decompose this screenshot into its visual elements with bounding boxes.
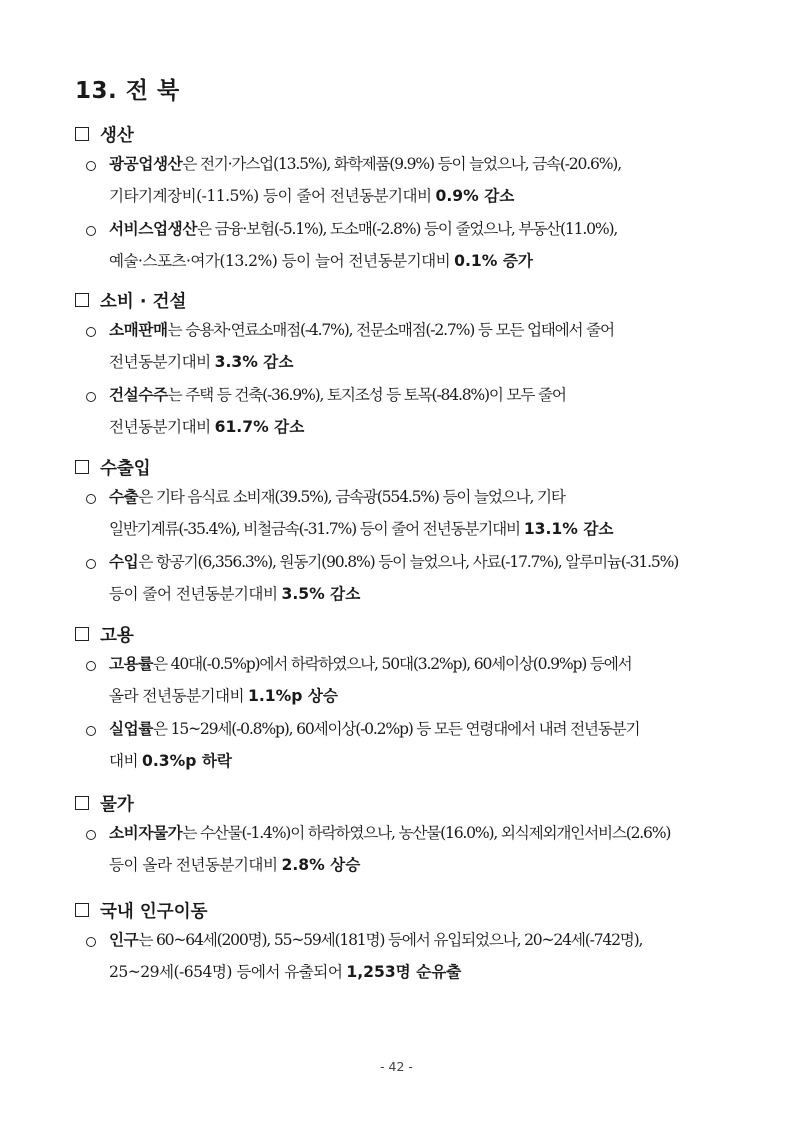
item-line-1 [109,547,733,579]
item-result: 61.7% 감소 [214,417,305,436]
item-line-2 [109,246,733,278]
item-text: 는 수산물(-1.4%)이 하락하였으나, 농산물(16.0%), 외식제외개인서비스(2.6%) [182,824,671,842]
item-text: 25~29세(-654명) 등에서 유출되어 [109,962,343,981]
item-text: 기타기계장비(-11.5%) 등이 줄어 전년동분기대비 [109,186,432,205]
item-line-2 [109,347,733,379]
item-keyword: 고용률 [109,655,153,673]
item-line-2 [109,746,733,778]
item-line-2 [109,579,733,611]
item-text: 은 금융·보험(-5.1%), 도소매(-2.8%) 등이 줄었으나, 부동산(11.0%), [196,220,618,238]
section-heading-label: 수출입 [100,458,151,479]
item-line-1 [109,818,733,850]
item-text: 전년동분기대비 [109,417,211,436]
item-line-1 [109,649,733,681]
section-heading-label: 국내 인구이동 [100,901,208,922]
circle-bullet-icon [86,161,96,171]
item-text: 등이 줄어 전년동분기대비 [109,584,278,603]
list-item [75,714,733,777]
item-line-2 [109,850,733,882]
section-heading-label: 고용 [100,625,134,646]
item-line-1 [109,482,733,514]
item-line-2 [109,681,733,713]
section-heading-label: 물가 [100,794,134,815]
item-result: 0.3%p 하락 [142,751,232,770]
section-employment [75,621,733,777]
section-consumption-construction [75,287,733,443]
checkbox-square-icon [75,293,89,307]
item-keyword: 수입 [109,553,139,571]
item-line-2 [109,412,733,444]
list-item [75,649,733,712]
checkbox-square-icon [75,460,89,474]
item-text: 은 15~29세(-0.8%p), 60세이상(-0.2%p) 등 모든 연령대에서 내려 전년동분기 [153,720,640,738]
item-keyword: 서비스업생산 [109,220,197,238]
item-result: 1.1%p 상승 [248,686,338,705]
page-title: 13. 전 북 [75,78,180,104]
item-result: 0.9% 감소 [435,186,515,205]
item-text: 는 주택 등 건축(-36.9%), 토지조성 등 토목(-84.8%)이 모두 줄어 [167,386,566,404]
circle-bullet-icon [86,661,96,671]
item-keyword: 건설수주 [109,386,168,404]
checkbox-square-icon [75,627,89,641]
list-item [75,315,733,378]
checkbox-square-icon [75,127,89,141]
item-text: 올라 전년동분기대비 [109,686,245,705]
circle-bullet-icon [86,937,96,947]
item-line-2 [109,181,733,213]
item-result: 1,253명 순유출 [346,962,462,981]
section-heading-label: 생산 [100,125,134,146]
item-text: 는 승용차·연료소매점(-4.7%), 전문소매점(-2.7%) 등 모든 업태에서 줄어 [167,321,614,339]
item-text: 등이 올라 전년동분기대비 [109,855,278,874]
circle-bullet-icon [86,327,96,337]
list-item [75,380,733,443]
item-keyword: 실업률 [109,720,153,738]
item-text: 일반기계류(-35.4%), 비철금속(-31.7%) 등이 줄어 전년동분기대비 [109,519,520,538]
item-keyword: 소비자물가 [109,824,183,842]
item-result: 0.1% 증가 [454,251,533,270]
item-line-1 [109,380,733,412]
page-number: - 42 - [380,1059,413,1074]
item-line-1 [109,925,733,957]
item-line-1 [109,714,733,746]
section-heading [75,121,733,147]
item-text: 은 기타 음식료 소비재(39.5%), 금속광(554.5%) 등이 늘었으나, 기타 [138,488,565,506]
item-text: 은 항공기(6,356.3%), 원동기(90.8%) 등이 늘었으나, 사료(-17.7%), 알루미늄(-31.5%) [138,553,679,571]
section-heading [75,897,733,923]
circle-bullet-icon [86,726,96,736]
item-line-1 [109,214,733,246]
item-result: 3.3% 감소 [214,352,294,371]
list-item [75,149,733,212]
item-line-2 [109,957,733,989]
circle-bullet-icon [86,559,96,569]
item-keyword: 인구 [109,931,139,949]
section-prices [75,790,733,881]
item-text: 대비 [109,751,139,770]
checkbox-square-icon [75,903,89,917]
item-text: 예술·스포츠·여가(13.2%) 등이 늘어 전년동분기대비 [109,251,451,270]
section-heading [75,621,733,647]
item-result: 3.5% 감소 [281,584,361,603]
section-heading [75,790,733,816]
checkbox-square-icon [75,796,89,810]
circle-bullet-icon [86,226,96,236]
list-item [75,214,733,277]
item-text: 전년동분기대비 [109,352,211,371]
item-text: 은 전기·가스업(13.5%), 화학제품(9.9%) 등이 늘었으나, 금속(-20.6%), [182,155,621,173]
item-text: 는 60~64세(200명), 55~59세(181명) 등에서 유입되었으나, 20~24세(-742명), [138,931,643,949]
item-line-1 [109,315,733,347]
section-heading [75,454,733,480]
list-item [75,818,733,881]
item-result: 13.1% 감소 [523,519,614,538]
item-keyword: 수출 [109,488,139,506]
list-item [75,482,733,545]
item-keyword: 광공업생산 [109,155,183,173]
item-text: 은 40대(-0.5%p)에서 하락하였으나, 50대(3.2%p), 60세이상(0.9%p) 등에서 [153,655,632,673]
circle-bullet-icon [86,494,96,504]
section-migration [75,897,733,988]
item-line-1 [109,149,733,181]
item-result: 2.8% 상승 [281,855,361,874]
list-item [75,925,733,988]
section-heading-label: 소비 · 건설 [100,291,187,312]
list-item [75,547,733,610]
item-line-2 [109,514,733,546]
circle-bullet-icon [86,830,96,840]
section-production [75,121,733,277]
section-trade [75,454,733,610]
item-keyword: 소매판매 [109,321,168,339]
circle-bullet-icon [86,392,96,402]
section-heading [75,287,733,313]
